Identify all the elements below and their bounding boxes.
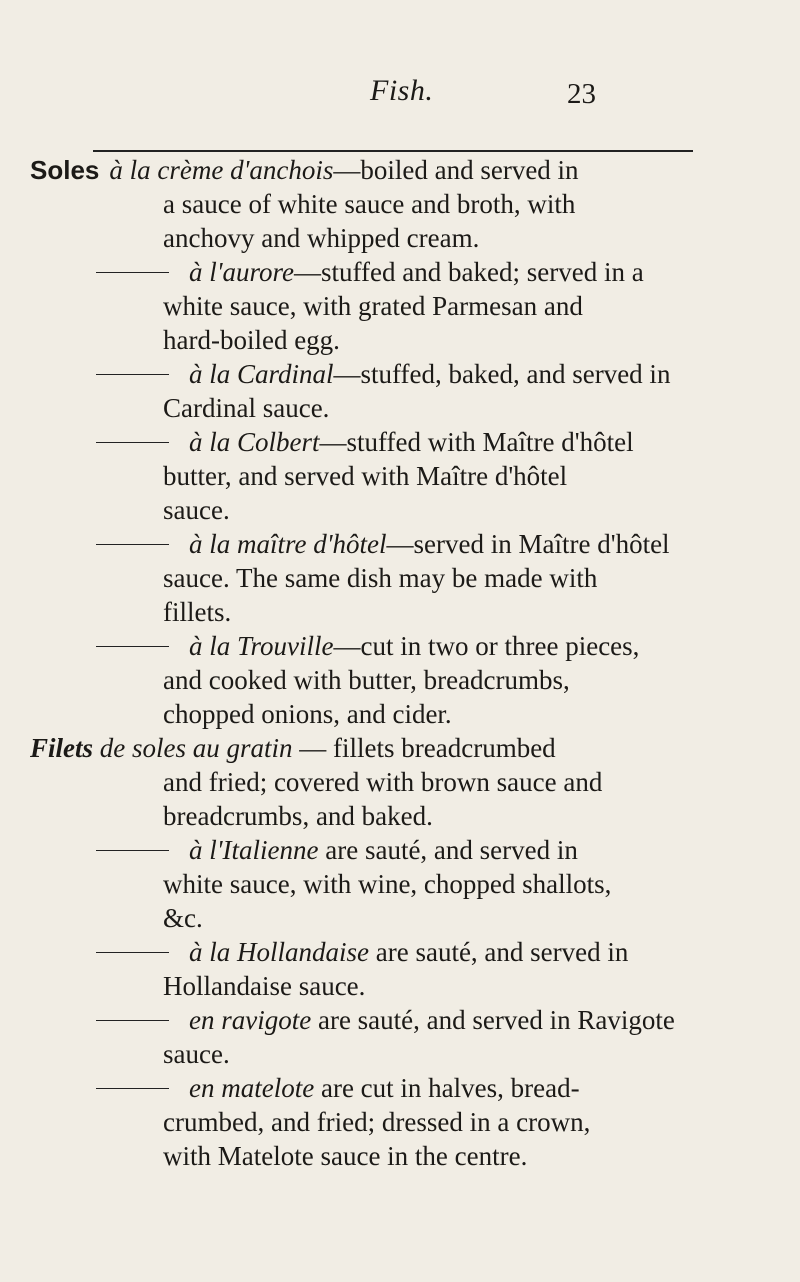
entry-text: a sauce of white sauce and broth, with [163, 189, 576, 219]
entry-text: with Matelote sauce in the centre. [163, 1141, 528, 1171]
entry-line [30, 1037, 730, 1071]
entry-line [30, 765, 730, 799]
entry-line [30, 425, 730, 459]
entry-line [30, 493, 730, 527]
ditto-dash [96, 442, 169, 443]
entry-text: fillets. [163, 597, 232, 627]
recipe-entry [30, 935, 730, 1003]
entry-text: butter, and served with Maître d'hôtel [163, 461, 568, 491]
entry-text: —stuffed with Maître d'hôtel [319, 427, 634, 457]
recipe-list [30, 153, 730, 1173]
entry-text: chopped onions, and cider. [163, 699, 452, 729]
dish-name: à la Trouville [189, 631, 334, 661]
recipe-entry [30, 153, 730, 255]
entry-text: — fillets breadcrumbed [292, 733, 556, 763]
entry-text: —cut in two or three pieces, [333, 631, 640, 661]
entry-line [30, 629, 730, 663]
entry-line [30, 1003, 730, 1037]
entry-line [30, 731, 730, 765]
dish-name: à la Hollandaise [189, 937, 369, 967]
entry-line [30, 187, 730, 221]
recipe-entry [30, 731, 730, 833]
entry-text: and fried; covered with brown sauce and [163, 767, 603, 797]
dish-name: en matelote [189, 1073, 315, 1103]
dish-name: à l'Italienne [189, 835, 319, 865]
recipe-entry [30, 1003, 730, 1071]
entry-line [30, 697, 730, 731]
entry-text: white sauce, with wine, chopped shallots, [163, 869, 612, 899]
entry-text: are cut in halves, bread- [314, 1073, 580, 1103]
entry-line [30, 1071, 730, 1105]
entry-text: are sauté, and served in Ravigote [311, 1005, 675, 1035]
entry-text: are sauté, and served in [318, 835, 578, 865]
recipe-entry [30, 629, 730, 731]
ditto-dash [96, 850, 169, 851]
entry-line [30, 221, 730, 255]
page-number: 23 [567, 78, 596, 110]
entry-text: sauce. [163, 1039, 230, 1069]
entry-text: white sauce, with grated Parmesan and [163, 291, 583, 321]
entry-text: —served in Maître d'hôtel [386, 529, 670, 559]
entry-text: anchovy and whipped cream. [163, 223, 480, 253]
recipe-entry [30, 425, 730, 527]
entry-line [30, 595, 730, 629]
entry-text: hard-boiled egg. [163, 325, 340, 355]
ditto-dash [96, 544, 169, 545]
entry-heading: Filets [30, 733, 94, 763]
entry-line [30, 527, 730, 561]
recipe-entry [30, 1071, 730, 1173]
entry-text: —boiled and served in [333, 155, 579, 185]
entry-heading: Soles [30, 155, 100, 185]
header-rule [93, 150, 693, 152]
ditto-dash [96, 952, 169, 953]
running-title: Fish. [370, 74, 434, 107]
entry-text: crumbed, and fried; dressed in a crown, [163, 1107, 591, 1137]
entry-text: sauce. The same dish may be made with [163, 563, 598, 593]
entry-line [30, 391, 730, 425]
entry-text: —stuffed and baked; served in a [294, 257, 644, 287]
entry-line [30, 153, 730, 187]
ditto-dash [96, 1088, 169, 1089]
recipe-entry [30, 255, 730, 357]
entry-text: are sauté, and served in [369, 937, 629, 967]
recipe-entry [30, 357, 730, 425]
ditto-dash [96, 272, 169, 273]
dish-name: en ravigote [189, 1005, 312, 1035]
dish-name: à la Colbert [189, 427, 320, 457]
page-header [0, 58, 800, 108]
entry-line [30, 289, 730, 323]
entry-text: breadcrumbs, and baked. [163, 801, 433, 831]
dish-name: à la crème d'anchois [109, 155, 334, 185]
entry-text: Cardinal sauce. [163, 393, 330, 423]
entry-text: Hollandaise sauce. [163, 971, 366, 1001]
entry-line [30, 867, 730, 901]
dish-name: de soles au gratin [99, 733, 293, 763]
entry-line [30, 833, 730, 867]
entry-line [30, 901, 730, 935]
entry-line [30, 459, 730, 493]
entry-line [30, 969, 730, 1003]
ditto-dash [96, 1020, 169, 1021]
dish-name: à la Cardinal [189, 359, 334, 389]
dish-name: à l'aurore [189, 257, 295, 287]
dish-name: à la maître d'hôtel [189, 529, 387, 559]
entry-line [30, 663, 730, 697]
entry-text: and cooked with butter, breadcrumbs, [163, 665, 570, 695]
entry-line [30, 255, 730, 289]
entry-line [30, 323, 730, 357]
ditto-dash [96, 646, 169, 647]
entry-line [30, 357, 730, 391]
entry-text: &c. [163, 903, 203, 933]
entry-line [30, 1139, 730, 1173]
recipe-entry [30, 833, 730, 935]
entry-line [30, 799, 730, 833]
recipe-entry [30, 527, 730, 629]
entry-line [30, 935, 730, 969]
entry-text: —stuffed, baked, and served in [333, 359, 671, 389]
entry-line [30, 1105, 730, 1139]
entry-line [30, 561, 730, 595]
entry-text: sauce. [163, 495, 230, 525]
ditto-dash [96, 374, 169, 375]
